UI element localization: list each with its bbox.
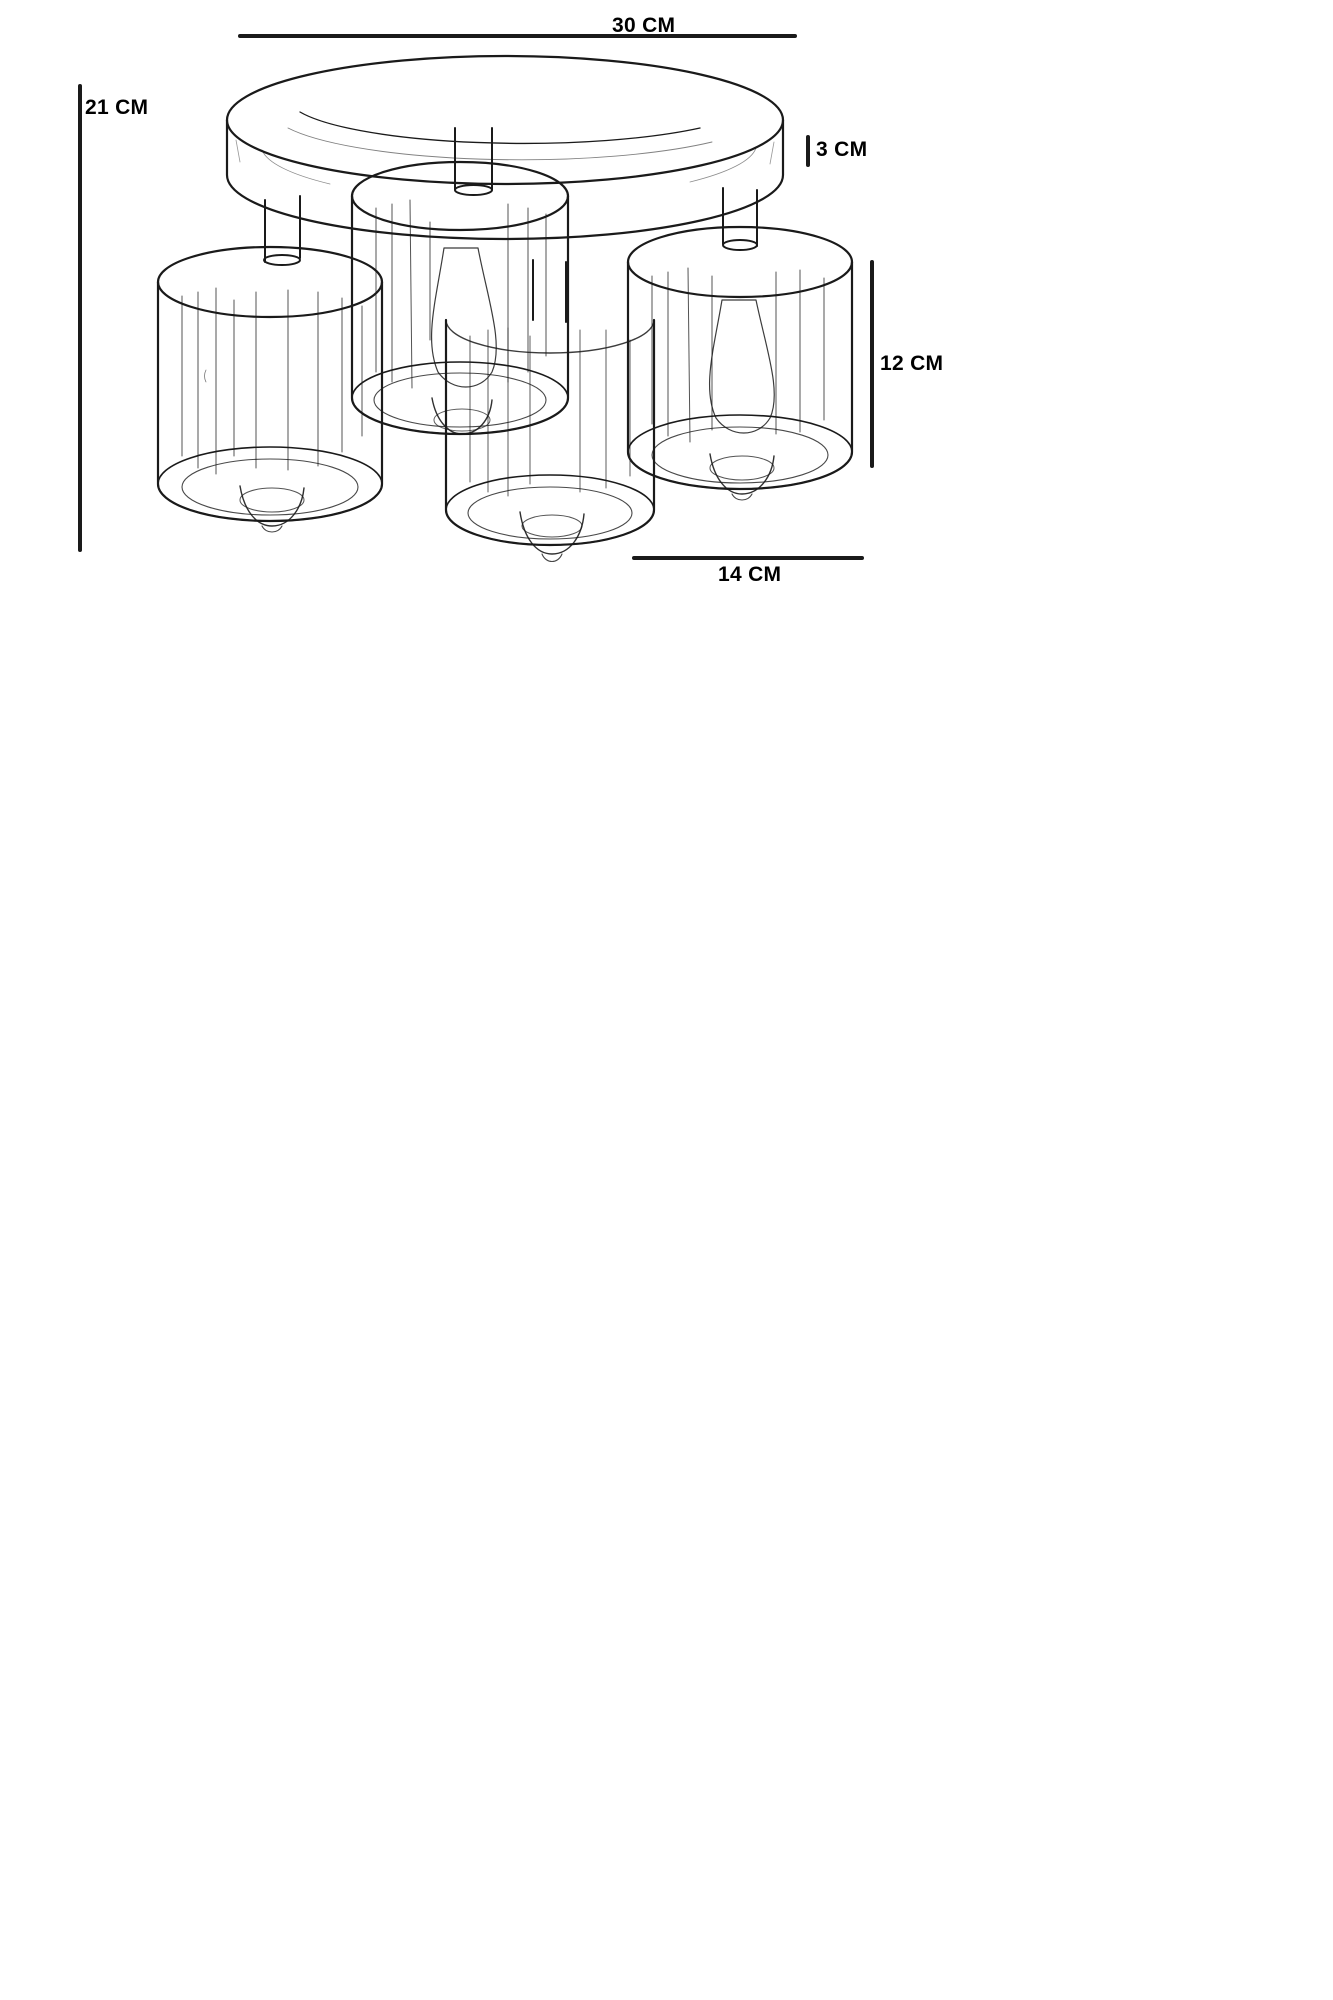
shade-left [158,247,382,532]
dimension-label-plate-depth: 3 CM [816,138,868,161]
shade-rear-center [352,162,568,434]
dimension-label-shade-height: 12 CM [880,352,944,375]
dimension-label-shade-diameter: 14 CM [718,563,782,586]
dimension-label-width-top: 30 CM [612,14,676,37]
canopy-plate [227,56,783,239]
stem-left [264,196,300,265]
shade-front-center [446,320,654,562]
stem-front-center [533,260,566,322]
dimension-label-height-left: 21 CM [85,96,149,119]
shade-right [628,227,852,500]
stem-right [723,188,757,250]
